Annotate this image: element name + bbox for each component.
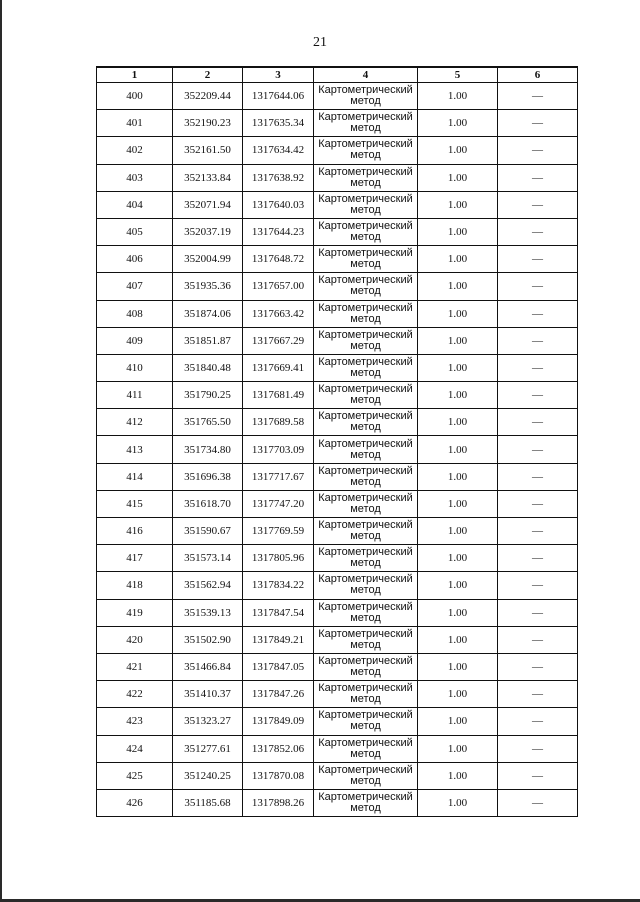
x-coordinate-cell: 351240.25 bbox=[173, 762, 243, 789]
point-number-cell: 424 bbox=[97, 735, 173, 762]
header-cell-4: 4 bbox=[314, 67, 418, 83]
point-number-cell: 411 bbox=[97, 382, 173, 409]
error-cell: 1.00 bbox=[418, 626, 498, 653]
x-coordinate-cell: 351851.87 bbox=[173, 327, 243, 354]
method-cell bbox=[314, 218, 418, 245]
x-coordinate-cell: 351323.27 bbox=[173, 708, 243, 735]
method-line-1: Картометрический bbox=[318, 600, 413, 613]
method-cell bbox=[314, 599, 418, 626]
method-cell bbox=[314, 83, 418, 110]
method-line-2: метод bbox=[350, 747, 381, 760]
note-cell: — bbox=[498, 762, 578, 789]
method-line-2: метод bbox=[350, 502, 381, 515]
method-cell bbox=[314, 273, 418, 300]
point-number-cell: 406 bbox=[97, 246, 173, 273]
x-coordinate-cell: 352161.50 bbox=[173, 137, 243, 164]
method-line-1: Картометрический bbox=[318, 274, 413, 287]
error-cell: 1.00 bbox=[418, 218, 498, 245]
error-cell: 1.00 bbox=[418, 762, 498, 789]
method-line-1: Картометрический bbox=[318, 301, 413, 314]
error-cell: 1.00 bbox=[418, 110, 498, 137]
method-line-1: Картометрический bbox=[318, 519, 413, 532]
note-cell: — bbox=[498, 191, 578, 218]
error-cell: 1.00 bbox=[418, 354, 498, 381]
note-cell: — bbox=[498, 681, 578, 708]
table-row bbox=[97, 708, 578, 735]
method-line-2: метод bbox=[350, 720, 381, 733]
point-number-cell: 423 bbox=[97, 708, 173, 735]
point-number-cell: 403 bbox=[97, 164, 173, 191]
method-line-2: метод bbox=[350, 258, 381, 271]
method-cell bbox=[314, 409, 418, 436]
method-line-1: Картометрический bbox=[318, 84, 413, 97]
point-number-cell: 412 bbox=[97, 409, 173, 436]
method-line-2: метод bbox=[350, 176, 381, 189]
table-row bbox=[97, 409, 578, 436]
note-cell: — bbox=[498, 273, 578, 300]
error-cell: 1.00 bbox=[418, 463, 498, 490]
point-number-cell: 415 bbox=[97, 490, 173, 517]
table-row bbox=[97, 300, 578, 327]
note-cell: — bbox=[498, 735, 578, 762]
table-row bbox=[97, 789, 578, 816]
table-row bbox=[97, 681, 578, 708]
method-line-1: Картометрический bbox=[318, 220, 413, 233]
method-line-1: Картометрический bbox=[318, 437, 413, 450]
method-line-2: метод bbox=[350, 122, 381, 135]
y-coordinate-cell: 1317847.05 bbox=[243, 653, 314, 680]
x-coordinate-cell: 351874.06 bbox=[173, 300, 243, 327]
method-cell bbox=[314, 789, 418, 816]
error-cell: 1.00 bbox=[418, 164, 498, 191]
y-coordinate-cell: 1317638.92 bbox=[243, 164, 314, 191]
y-coordinate-cell: 1317852.06 bbox=[243, 735, 314, 762]
x-coordinate-cell: 351840.48 bbox=[173, 354, 243, 381]
x-coordinate-cell: 351539.13 bbox=[173, 599, 243, 626]
x-coordinate-cell: 351466.84 bbox=[173, 653, 243, 680]
x-coordinate-cell: 351562.94 bbox=[173, 572, 243, 599]
method-cell bbox=[314, 681, 418, 708]
method-line-1: Картометрический bbox=[318, 763, 413, 776]
method-line-1: Картометрический bbox=[318, 383, 413, 396]
note-cell: — bbox=[498, 599, 578, 626]
method-line-2: метод bbox=[350, 312, 381, 325]
y-coordinate-cell: 1317648.72 bbox=[243, 246, 314, 273]
note-cell: — bbox=[498, 110, 578, 137]
table-row bbox=[97, 273, 578, 300]
y-coordinate-cell: 1317634.42 bbox=[243, 137, 314, 164]
method-cell bbox=[314, 708, 418, 735]
method-cell bbox=[314, 327, 418, 354]
error-cell: 1.00 bbox=[418, 490, 498, 517]
method-line-1: Картометрический bbox=[318, 192, 413, 205]
point-number-cell: 426 bbox=[97, 789, 173, 816]
point-number-cell: 401 bbox=[97, 110, 173, 137]
method-line-2: метод bbox=[350, 801, 381, 814]
note-cell: — bbox=[498, 572, 578, 599]
method-line-2: метод bbox=[350, 557, 381, 570]
method-line-1: Картометрический bbox=[318, 464, 413, 477]
note-cell: — bbox=[498, 436, 578, 463]
method-line-2: метод bbox=[350, 666, 381, 679]
point-number-cell: 407 bbox=[97, 273, 173, 300]
point-number-cell: 417 bbox=[97, 545, 173, 572]
x-coordinate-cell: 352037.19 bbox=[173, 218, 243, 245]
error-cell: 1.00 bbox=[418, 599, 498, 626]
table-row bbox=[97, 83, 578, 110]
method-line-1: Картометрический bbox=[318, 138, 413, 151]
x-coordinate-cell: 352071.94 bbox=[173, 191, 243, 218]
method-cell bbox=[314, 572, 418, 599]
note-cell: — bbox=[498, 164, 578, 191]
note-cell: — bbox=[498, 545, 578, 572]
method-line-1: Картометрический bbox=[318, 627, 413, 640]
y-coordinate-cell: 1317663.42 bbox=[243, 300, 314, 327]
table-row bbox=[97, 327, 578, 354]
y-coordinate-cell: 1317669.41 bbox=[243, 354, 314, 381]
page-number: 21 bbox=[313, 35, 327, 50]
x-coordinate-cell: 351573.14 bbox=[173, 545, 243, 572]
note-cell: — bbox=[498, 83, 578, 110]
x-coordinate-cell: 351935.36 bbox=[173, 273, 243, 300]
method-line-1: Картометрический bbox=[318, 410, 413, 423]
x-coordinate-cell: 351502.90 bbox=[173, 626, 243, 653]
x-coordinate-cell: 351765.50 bbox=[173, 409, 243, 436]
method-line-1: Картометрический bbox=[318, 247, 413, 260]
y-coordinate-cell: 1317847.26 bbox=[243, 681, 314, 708]
method-line-2: метод bbox=[350, 339, 381, 352]
method-line-2: метод bbox=[350, 611, 381, 624]
method-line-1: Картометрический bbox=[318, 328, 413, 341]
error-cell: 1.00 bbox=[418, 708, 498, 735]
header-row bbox=[97, 67, 578, 83]
table-row bbox=[97, 653, 578, 680]
table-row bbox=[97, 572, 578, 599]
header-cell-1: 1 bbox=[97, 67, 173, 83]
note-cell: — bbox=[498, 327, 578, 354]
point-number-cell: 425 bbox=[97, 762, 173, 789]
y-coordinate-cell: 1317667.29 bbox=[243, 327, 314, 354]
x-coordinate-cell: 352004.99 bbox=[173, 246, 243, 273]
method-line-1: Картометрический bbox=[318, 709, 413, 722]
y-coordinate-cell: 1317689.58 bbox=[243, 409, 314, 436]
point-number-cell: 405 bbox=[97, 218, 173, 245]
method-line-2: метод bbox=[350, 475, 381, 488]
error-cell: 1.00 bbox=[418, 300, 498, 327]
method-cell bbox=[314, 463, 418, 490]
error-cell: 1.00 bbox=[418, 409, 498, 436]
y-coordinate-cell: 1317898.26 bbox=[243, 789, 314, 816]
method-cell bbox=[314, 735, 418, 762]
method-line-2: метод bbox=[350, 448, 381, 461]
point-number-cell: 410 bbox=[97, 354, 173, 381]
method-line-2: метод bbox=[350, 693, 381, 706]
table-row bbox=[97, 191, 578, 218]
method-line-1: Картометрический bbox=[318, 165, 413, 178]
point-number-cell: 404 bbox=[97, 191, 173, 218]
error-cell: 1.00 bbox=[418, 382, 498, 409]
method-line-2: метод bbox=[350, 149, 381, 162]
point-number-cell: 422 bbox=[97, 681, 173, 708]
y-coordinate-cell: 1317747.20 bbox=[243, 490, 314, 517]
table-row bbox=[97, 436, 578, 463]
note-cell: — bbox=[498, 626, 578, 653]
coordinates-table bbox=[96, 66, 578, 817]
table-row bbox=[97, 218, 578, 245]
method-line-2: метод bbox=[350, 285, 381, 298]
note-cell: — bbox=[498, 463, 578, 490]
method-line-2: метод bbox=[350, 95, 381, 108]
method-line-2: метод bbox=[350, 774, 381, 787]
note-cell: — bbox=[498, 708, 578, 735]
method-line-1: Картометрический bbox=[318, 736, 413, 749]
method-line-2: метод bbox=[350, 584, 381, 597]
point-number-cell: 419 bbox=[97, 599, 173, 626]
error-cell: 1.00 bbox=[418, 789, 498, 816]
method-cell bbox=[314, 626, 418, 653]
note-cell: — bbox=[498, 653, 578, 680]
point-number-cell: 409 bbox=[97, 327, 173, 354]
table-row bbox=[97, 626, 578, 653]
y-coordinate-cell: 1317849.09 bbox=[243, 708, 314, 735]
method-cell bbox=[314, 246, 418, 273]
y-coordinate-cell: 1317805.96 bbox=[243, 545, 314, 572]
note-cell: — bbox=[498, 490, 578, 517]
y-coordinate-cell: 1317834.22 bbox=[243, 572, 314, 599]
y-coordinate-cell: 1317644.06 bbox=[243, 83, 314, 110]
x-coordinate-cell: 351410.37 bbox=[173, 681, 243, 708]
method-line-1: Картометрический bbox=[318, 573, 413, 586]
method-cell bbox=[314, 518, 418, 545]
method-line-2: метод bbox=[350, 394, 381, 407]
method-line-2: метод bbox=[350, 231, 381, 244]
header-cell-6: 6 bbox=[498, 67, 578, 83]
method-line-2: метод bbox=[350, 366, 381, 379]
x-coordinate-cell: 351277.61 bbox=[173, 735, 243, 762]
y-coordinate-cell: 1317703.09 bbox=[243, 436, 314, 463]
error-cell: 1.00 bbox=[418, 83, 498, 110]
y-coordinate-cell: 1317681.49 bbox=[243, 382, 314, 409]
note-cell: — bbox=[498, 218, 578, 245]
method-line-1: Картометрический bbox=[318, 546, 413, 559]
point-number-cell: 400 bbox=[97, 83, 173, 110]
y-coordinate-cell: 1317717.67 bbox=[243, 463, 314, 490]
method-line-2: метод bbox=[350, 421, 381, 434]
error-cell: 1.00 bbox=[418, 572, 498, 599]
error-cell: 1.00 bbox=[418, 653, 498, 680]
table-row bbox=[97, 246, 578, 273]
method-line-2: метод bbox=[350, 203, 381, 216]
method-cell bbox=[314, 653, 418, 680]
header-cell-3: 3 bbox=[243, 67, 314, 83]
note-cell: — bbox=[498, 354, 578, 381]
note-cell: — bbox=[498, 789, 578, 816]
method-line-1: Картометрический bbox=[318, 111, 413, 124]
y-coordinate-cell: 1317769.59 bbox=[243, 518, 314, 545]
note-cell: — bbox=[498, 382, 578, 409]
error-cell: 1.00 bbox=[418, 518, 498, 545]
error-cell: 1.00 bbox=[418, 436, 498, 463]
method-line-2: метод bbox=[350, 638, 381, 651]
x-coordinate-cell: 352190.23 bbox=[173, 110, 243, 137]
method-line-1: Картометрический bbox=[318, 790, 413, 803]
error-cell: 1.00 bbox=[418, 735, 498, 762]
y-coordinate-cell: 1317640.03 bbox=[243, 191, 314, 218]
scan-edge-left bbox=[0, 0, 2, 902]
x-coordinate-cell: 351696.38 bbox=[173, 463, 243, 490]
table-row bbox=[97, 382, 578, 409]
note-cell: — bbox=[498, 246, 578, 273]
method-line-2: метод bbox=[350, 530, 381, 543]
error-cell: 1.00 bbox=[418, 681, 498, 708]
x-coordinate-cell: 351590.67 bbox=[173, 518, 243, 545]
note-cell: — bbox=[498, 137, 578, 164]
x-coordinate-cell: 352209.44 bbox=[173, 83, 243, 110]
y-coordinate-cell: 1317657.00 bbox=[243, 273, 314, 300]
point-number-cell: 413 bbox=[97, 436, 173, 463]
y-coordinate-cell: 1317847.54 bbox=[243, 599, 314, 626]
header-cell-5: 5 bbox=[418, 67, 498, 83]
table-row bbox=[97, 137, 578, 164]
note-cell: — bbox=[498, 300, 578, 327]
method-cell bbox=[314, 110, 418, 137]
table-body bbox=[97, 83, 578, 817]
method-cell bbox=[314, 164, 418, 191]
table-row bbox=[97, 110, 578, 137]
error-cell: 1.00 bbox=[418, 246, 498, 273]
method-line-1: Картометрический bbox=[318, 655, 413, 668]
method-cell bbox=[314, 137, 418, 164]
point-number-cell: 408 bbox=[97, 300, 173, 327]
table-row bbox=[97, 164, 578, 191]
method-cell bbox=[314, 300, 418, 327]
method-cell bbox=[314, 762, 418, 789]
table-row bbox=[97, 354, 578, 381]
y-coordinate-cell: 1317870.08 bbox=[243, 762, 314, 789]
point-number-cell: 421 bbox=[97, 653, 173, 680]
table-row bbox=[97, 490, 578, 517]
method-cell bbox=[314, 545, 418, 572]
x-coordinate-cell: 351790.25 bbox=[173, 382, 243, 409]
point-number-cell: 416 bbox=[97, 518, 173, 545]
point-number-cell: 402 bbox=[97, 137, 173, 164]
point-number-cell: 418 bbox=[97, 572, 173, 599]
x-coordinate-cell: 352133.84 bbox=[173, 164, 243, 191]
error-cell: 1.00 bbox=[418, 327, 498, 354]
method-line-1: Картометрический bbox=[318, 682, 413, 695]
table-row bbox=[97, 463, 578, 490]
error-cell: 1.00 bbox=[418, 191, 498, 218]
table-row bbox=[97, 762, 578, 789]
y-coordinate-cell: 1317635.34 bbox=[243, 110, 314, 137]
x-coordinate-cell: 351185.68 bbox=[173, 789, 243, 816]
error-cell: 1.00 bbox=[418, 545, 498, 572]
method-line-1: Картометрический bbox=[318, 491, 413, 504]
table-row bbox=[97, 599, 578, 626]
method-cell bbox=[314, 354, 418, 381]
method-cell bbox=[314, 382, 418, 409]
method-cell bbox=[314, 490, 418, 517]
point-number-cell: 414 bbox=[97, 463, 173, 490]
point-number-cell: 420 bbox=[97, 626, 173, 653]
note-cell: — bbox=[498, 518, 578, 545]
method-line-1: Картометрический bbox=[318, 355, 413, 368]
note-cell: — bbox=[498, 409, 578, 436]
method-cell bbox=[314, 191, 418, 218]
header-cell-2: 2 bbox=[173, 67, 243, 83]
error-cell: 1.00 bbox=[418, 273, 498, 300]
x-coordinate-cell: 351734.80 bbox=[173, 436, 243, 463]
y-coordinate-cell: 1317644.23 bbox=[243, 218, 314, 245]
x-coordinate-cell: 351618.70 bbox=[173, 490, 243, 517]
method-cell bbox=[314, 436, 418, 463]
y-coordinate-cell: 1317849.21 bbox=[243, 626, 314, 653]
error-cell: 1.00 bbox=[418, 137, 498, 164]
table-row bbox=[97, 545, 578, 572]
table-row bbox=[97, 518, 578, 545]
table-row bbox=[97, 735, 578, 762]
